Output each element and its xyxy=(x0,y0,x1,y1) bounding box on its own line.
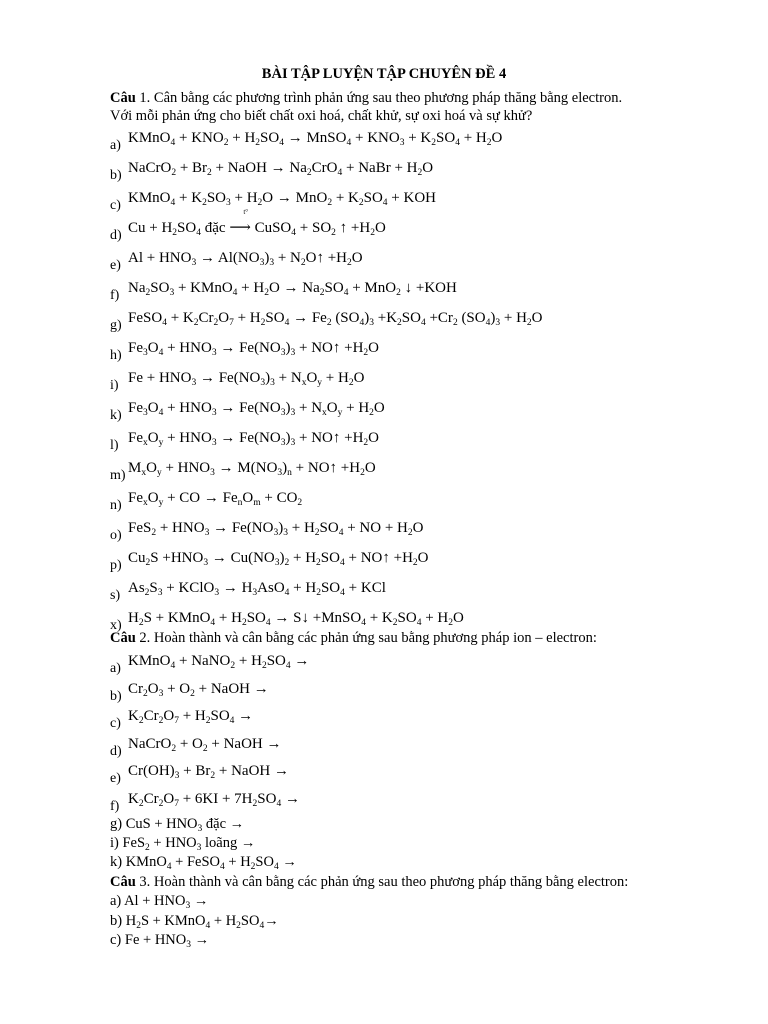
q1-item xyxy=(110,129,503,153)
q1-item-label: b) xyxy=(110,168,122,183)
q2-item-equation: $Cr_2O_3 + O_2$ + NaOH → xyxy=(128,680,269,699)
q1-item-equation: $Na_2SO_3$ + KMnO$_4$ + $H_2O \to Na_2SO_4 + MnO_2$ ↓ +KOH xyxy=(128,280,457,298)
q1-item-equation: $M_xO_y + HNO_3 \to M(NO_3)_n$ + NO↑ $+H_2O$ xyxy=(128,460,376,478)
q2-plain-item: k) KMnO$_4$ + FeSO$_4$ + $H_2SO_4$ → xyxy=(110,854,297,872)
q1-item xyxy=(110,309,543,333)
q1-item-equation: $H_2S$ + KMnO$_4$ + $H_2SO_4$ → S↓ +MnSO$_4$ + $K_2SO_4 + H_2O$ xyxy=(128,610,464,628)
q2-item-label: f) xyxy=(110,798,120,814)
q1-item-label: o) xyxy=(110,528,122,543)
q1-item xyxy=(110,609,464,633)
q1-item-equation: $Fe_3O_4 + HNO_3 \to Fe(NO_3)_3 + N_xO_y + H_2O$ xyxy=(128,400,385,418)
q2-item-label: c) xyxy=(110,716,121,731)
q2-item xyxy=(110,790,300,814)
q1-text-line1: 1. Cân bằng các phương trình phản ứng sau theo phương pháp thăng bằng electron. xyxy=(135,90,623,106)
q2-item xyxy=(110,735,282,759)
page-title: BÀI TẬP LUYỆN TẬP CHUYÊN ĐỀ 4 xyxy=(261,66,507,82)
q1-item-equation: $Fe + HNO_3 \to Fe(NO_3)_3 + N_xO_y + H_2O$ xyxy=(128,370,365,388)
q1-item-label: l) xyxy=(110,438,119,453)
q3-plain-item: c) $Fe + HNO_3$ → xyxy=(110,932,210,950)
q1-item xyxy=(110,519,424,543)
q1-item xyxy=(110,249,363,273)
q2-label: Câu xyxy=(110,630,136,646)
q1-item-equation: $Cu + H_2SO_4$ đặc t° ⟶ CuSO$_4$ + $SO_2$ ↑ $+H_2O$ xyxy=(128,208,386,238)
q1-item-label: f) xyxy=(110,288,120,303)
q1-item-equation: FeSO$_4$ + $K_2Cr_2O_7 + H_2SO_4 \to Fe_2$ $(SO_4)_3 +K_2SO_4 +Cr_2$ $(SO_4)_3 + H_2O$ xyxy=(128,310,543,328)
q1-label: Câu xyxy=(110,90,136,106)
q2-item-label: a) xyxy=(110,661,121,676)
q1-item xyxy=(110,208,386,243)
q1-item-equation: KMnO$_4$ + $KNO_2 + H_2SO_4$ → MnSO$_4$ + $KNO_3 + K_2SO_4 + H_2O$ xyxy=(128,130,503,148)
q2-item xyxy=(110,680,269,704)
q3-plain-item: b) $H_2S$ + KMnO$_4$ + $H_2SO_4\to$ xyxy=(110,912,279,931)
q1-item-label: x) xyxy=(110,618,122,633)
q1-item xyxy=(110,189,437,213)
q1-item-label: i) xyxy=(110,378,119,393)
q1-item-equation: KMnO$_4$ + $K_2SO_3 + H_2O \to MnO_2 + K_2SO_4$ + KOH xyxy=(128,190,437,208)
q2-item-label: e) xyxy=(110,771,121,786)
q2-item-equation: KMnO$_4$ + NaNO$_2$ + $H_2SO_4$ → xyxy=(128,653,310,671)
q2-item-label: d) xyxy=(110,743,122,759)
q1-item-label: g) xyxy=(110,318,122,333)
q1-item-label: e) xyxy=(110,258,121,273)
q1-item xyxy=(110,549,429,573)
q2-item-equation: $K_2Cr_2O_7 + 6KI + 7H_2SO_4$ → xyxy=(128,790,300,809)
q1-item xyxy=(110,159,434,183)
q2-item-equation: NaCrO$_2$ + $O_2$ + NaOH → xyxy=(128,735,282,754)
q1-item xyxy=(110,579,386,603)
q1-item xyxy=(110,429,379,453)
q2-item xyxy=(110,707,254,731)
q1-item-equation: $Fe_3O_4 + HNO_3 \to Fe(NO_3)_3$ + NO↑ $+H_2O$ xyxy=(128,340,379,358)
q1-item-equation: $FeS_2 + HNO_3 \to Fe(NO_3)_3 + H_2SO_4$ + NO + $H_2O$ xyxy=(128,520,424,538)
q1-item-label: p) xyxy=(110,558,122,573)
q1-item-label: h) xyxy=(110,348,122,363)
q2-plain-item: g) CuS + $HNO_3$ đặc → xyxy=(110,816,245,834)
q1-item xyxy=(110,279,457,303)
q2-item xyxy=(110,762,289,786)
q3-heading xyxy=(110,873,628,891)
q1-item-label: m) xyxy=(110,468,126,483)
q3-label: Câu xyxy=(110,874,136,890)
q1-item-equation: $Fe_xO_y$ + CO → $Fe_nO_m + CO_2$ xyxy=(128,490,303,508)
q1-item-label: c) xyxy=(110,198,121,213)
q3-text: 3. Hoàn thành và cân bằng các phản ứng sau theo phương pháp thăng bằng electron: xyxy=(135,874,629,890)
q1-item-label: d) xyxy=(110,228,122,243)
q2-item-label: b) xyxy=(110,688,122,704)
q1-item-equation: NaCrO$_2$ + $Br_2$ + NaOH → $Na_2CrO_4$ + NaBr + $H_2O$ xyxy=(128,160,434,178)
q2-item-equation: $Cr(OH)_3 + Br_2$ + NaOH → xyxy=(128,763,289,781)
q1-item-label: a) xyxy=(110,138,121,153)
q1-item-label: s) xyxy=(110,588,121,603)
q2-heading xyxy=(110,629,597,647)
q2-text: 2. Hoàn thành và cân bằng các phản ứng sau bằng phương pháp ion – electron: xyxy=(135,630,597,646)
q1-item xyxy=(110,489,303,513)
q1-item xyxy=(110,459,376,483)
q1-item-equation: $As_2S_3$ + KClO$_3$ → $H_3AsO_4 + H_2SO_4$ + KCl xyxy=(128,580,386,598)
q1-item xyxy=(110,339,379,363)
q1-item xyxy=(110,399,385,423)
q2-item-equation: $K_2Cr_2O_7 + H_2SO_4$ → xyxy=(128,708,254,726)
q2-item xyxy=(110,652,310,676)
q2-plain-item: i) $FeS_2 + HNO_3$ loãng → xyxy=(110,835,256,853)
q1-item-equation: $Cu_2S +HNO_3 \to Cu(NO_3)_2 + H_2SO_4$ + NO↑ $+H_2O$ xyxy=(128,550,429,568)
q1-item-label: n) xyxy=(110,498,122,513)
q1-heading xyxy=(110,89,622,107)
q1-text-line2: Với mỗi phản ứng cho biết chất oxi hoá, chất khử, sự oxi hoá và sự khử? xyxy=(110,108,533,124)
q1-item-equation: $Al + HNO_3 \to Al(NO_3)_3$ + $N_2O↑ +H_2O$ xyxy=(128,250,363,268)
q1-item-equation: $Fe_xO_y + HNO_3 \to Fe(NO_3)_3$ + NO↑ $+H_2O$ xyxy=(128,430,379,448)
q1-item xyxy=(110,369,365,393)
q3-plain-item: a) $Al + HNO_3$ → xyxy=(110,893,209,911)
q1-item-label: k) xyxy=(110,408,122,423)
